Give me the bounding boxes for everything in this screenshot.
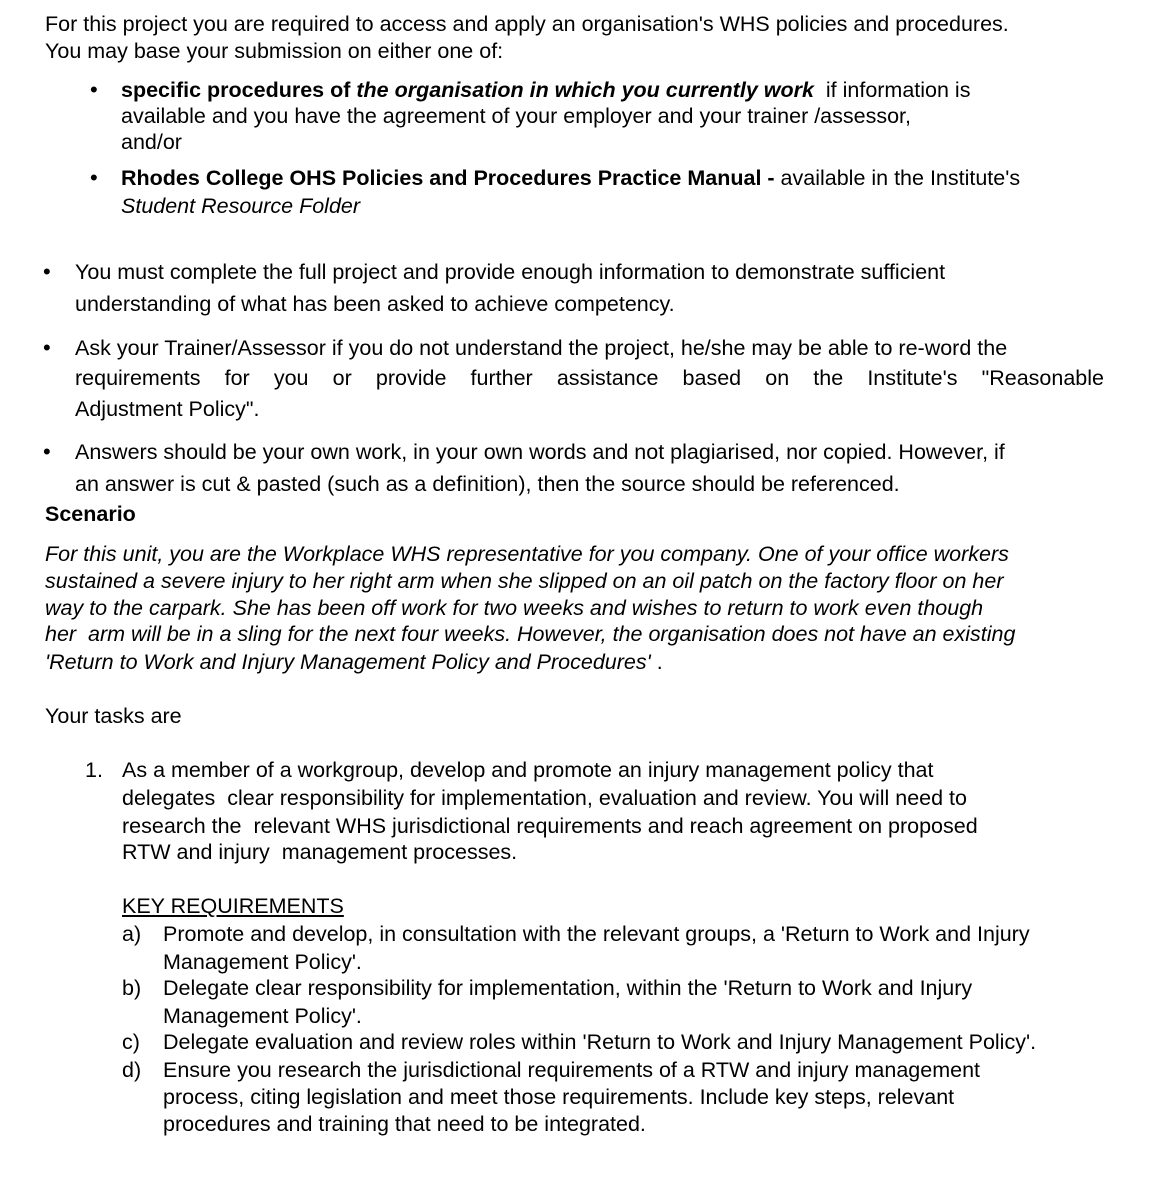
rule-line: understanding of what has been asked to achieve competency.	[75, 292, 675, 316]
policy-title: 'Return to Work and Injury Management Policy and Procedures'	[45, 650, 651, 674]
option-bold-italic: the organisation in which you currently work	[356, 78, 814, 102]
requirement-line: Delegate evaluation and review roles within 'Return to Work and Injury Management Policy'.	[163, 1030, 1037, 1054]
bullet-icon: •	[43, 439, 51, 464]
option-line: available and you have the agreement of your employer and your trainer /assessor,	[121, 104, 911, 128]
requirement-line: procedures and training that need to be integrated.	[163, 1112, 646, 1136]
scenario-line: sustained a severe injury to her right arm when she slipped on an oil patch on the factory floor on her	[45, 569, 1004, 593]
rule-line: Ask your Trainer/Assessor if you do not understand the project, he/she may be able to re-word the	[75, 336, 1008, 360]
bullet-icon: •	[43, 259, 51, 284]
bullet-icon: •	[90, 77, 98, 102]
requirement-line: Ensure you research the jurisdictional requirements of a RTW and injury management	[163, 1058, 980, 1082]
scenario-end: .	[650, 650, 663, 674]
option-text: available in the Institute's	[780, 166, 1021, 190]
requirement-line: Delegate clear responsibility for implementation, within the 'Return to Work and Injury	[163, 976, 973, 1000]
option-line: Student Resource Folder	[121, 194, 361, 218]
requirement-line: Management Policy'.	[163, 1004, 362, 1028]
rule-line: requirements for you or provide further assistance based on the Institute's "Reasonable	[75, 366, 1104, 390]
requirement-line: Management Policy'.	[163, 950, 362, 974]
task-line: As a member of a workgroup, develop and promote an injury management policy that	[122, 758, 934, 782]
scenario-line: way to the carpark. She has been off work for two weeks and wishes to return to work even though	[45, 596, 984, 620]
option-line	[121, 80, 970, 102]
requirement-line: Promote and develop, in consultation with the relevant groups, a 'Return to Work and Injury	[163, 922, 1030, 946]
requirement-letter: b)	[122, 976, 142, 1000]
requirement-line: process, citing legislation and meet those requirements. Include key steps, relevant	[163, 1085, 955, 1109]
intro-line: For this project you are required to access and apply an organisation's WHS policies and procedures.	[45, 12, 1009, 36]
scenario-heading: Scenario	[45, 502, 136, 526]
requirement-letter: a)	[122, 922, 142, 946]
tasks-intro: Your tasks are	[45, 704, 182, 728]
bullet-icon: •	[90, 165, 98, 190]
option-line: and/or	[121, 130, 182, 154]
task-number: 1.	[85, 758, 103, 782]
scenario-line: For this unit, you are the Workplace WHS representative for you company. One of your office workers	[45, 542, 1009, 566]
task-line: research the relevant WHS jurisdictional requirements and reach agreement on proposed	[122, 814, 978, 838]
requirement-letter: d)	[122, 1058, 142, 1082]
bullet-icon: •	[43, 335, 51, 360]
task-line: delegates clear responsibility for implementation, evaluation and review. You will need to	[122, 786, 967, 810]
rule-line: Adjustment Policy".	[75, 397, 260, 421]
rule-line: an answer is cut & pasted (such as a definition), then the source should be referenced.	[75, 472, 900, 496]
option-bold: specific procedures of	[121, 78, 357, 102]
rule-line: Answers should be your own work, in your own words and not plagiarised, nor copied. However, if	[75, 440, 1005, 464]
rule-line: You must complete the full project and provide enough information to demonstrate sufficient	[75, 260, 946, 284]
option-line	[121, 168, 1020, 190]
option-bold: Rhodes College OHS Policies and Procedures Practice Manual -	[121, 166, 781, 190]
key-requirements-heading: KEY REQUIREMENTS	[122, 894, 344, 918]
scenario-line	[45, 652, 663, 674]
requirement-letter: c)	[122, 1030, 140, 1054]
scenario-line: her arm will be in a sling for the next four weeks. However, the organisation does not have an existing	[45, 622, 1016, 646]
task-line: RTW and injury management processes.	[122, 840, 518, 864]
option-text: if information is	[813, 78, 971, 102]
intro-line: You may base your submission on either one of:	[45, 39, 504, 63]
